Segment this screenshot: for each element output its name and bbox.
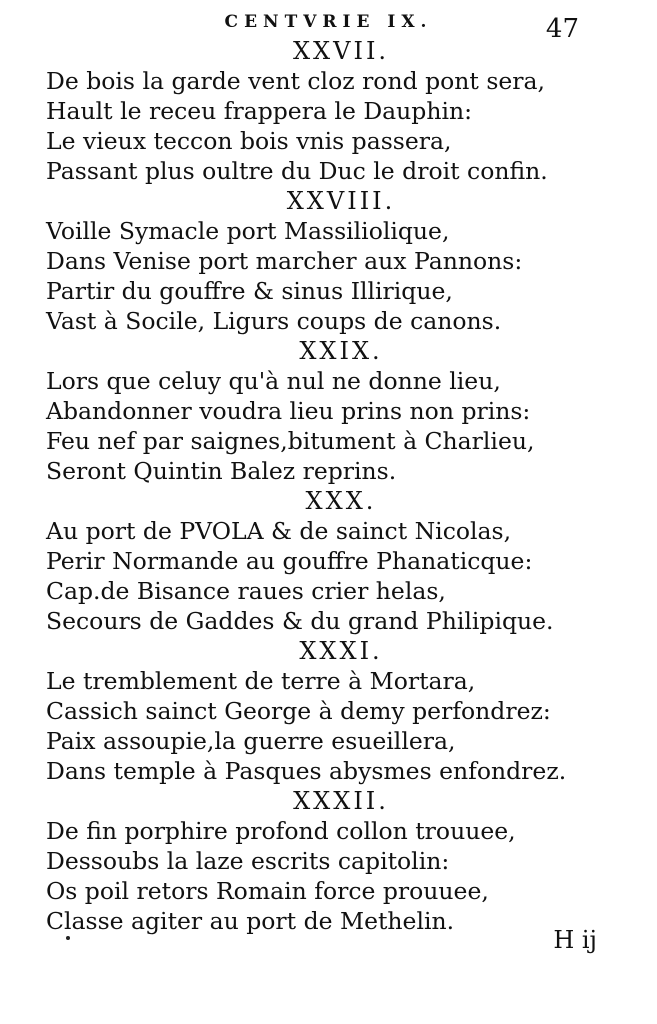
verse-line: Dans Venise port marcher aux Pannons: <box>46 247 523 275</box>
verse-line: Dessoubs la laze escrits capitolin: <box>46 847 450 875</box>
page-number: 47 <box>545 14 579 44</box>
verse-line: Lors que celuy qu'à nul ne donne lieu, <box>46 367 501 395</box>
quatrain-number: XXVII. <box>292 37 390 65</box>
verse-line: Secours de Gaddes & du grand Philipique. <box>46 607 554 635</box>
verse-line: Le tremblement de terre à Mortara, <box>46 667 476 695</box>
quatrain-number: XXXI. <box>299 637 383 665</box>
quatrain-list <box>46 36 606 936</box>
verse-line: Cap.de Bisance raues crier helas, <box>46 577 446 605</box>
verse-line: Passant plus oultre du Duc le droit confin. <box>46 157 548 185</box>
verse-line: Classe agiter au port de Methelin. <box>46 907 455 935</box>
verse-line: Hault le receu frappera le Dauphin: <box>46 97 473 125</box>
verse-line: Dans temple à Pasques abysmes enfondrez. <box>46 757 567 785</box>
verse-line: Partir du gouffre & sinus Illirique, <box>46 277 453 305</box>
verse-line: De fin porphire profond collon trouuee, <box>46 817 516 845</box>
verse-line: Seront Quintin Balez reprins. <box>46 457 397 485</box>
verse-line: Le vieux teccon bois vnis passera, <box>46 127 452 155</box>
verse-line: Vast à Socile, Ligurs coups de canons. <box>46 307 502 335</box>
signature-mark: H ij <box>553 926 597 954</box>
quatrain-number: XXX. <box>305 487 377 515</box>
quatrain <box>46 486 606 636</box>
verse-line: Os poil retors Romain force prouuee, <box>46 877 489 905</box>
quatrain <box>46 636 606 786</box>
verse-line: Feu nef par saignes,bitument à Charlieu, <box>46 427 535 455</box>
verse-line: Paix assoupie,la guerre esueillera, <box>46 727 456 755</box>
quatrain-number: XXXII. <box>293 787 389 815</box>
verse-line: Abandonner voudra lieu prins non prins: <box>46 397 531 425</box>
quatrain <box>46 336 606 486</box>
ink-dot <box>66 936 70 940</box>
verse-line: Perir Normande au gouffre Phanaticque: <box>46 547 533 575</box>
quatrain <box>46 186 606 336</box>
verse-line: De bois la garde vent cloz rond pont sera, <box>46 67 546 95</box>
verse-line: Cassich sainct George à demy perfondrez: <box>46 697 551 725</box>
quatrain <box>46 36 606 186</box>
quatrain-number: XXIX. <box>299 337 383 365</box>
verse-line: Voille Symacle port Massiliolique, <box>46 217 450 245</box>
running-head: CENTVRIE IX. <box>224 12 433 32</box>
quatrain <box>46 786 606 936</box>
verse-line: Au port de PVOLA & de sainct Nicolas, <box>46 517 512 545</box>
quatrain-number: XXVIII. <box>286 187 396 215</box>
